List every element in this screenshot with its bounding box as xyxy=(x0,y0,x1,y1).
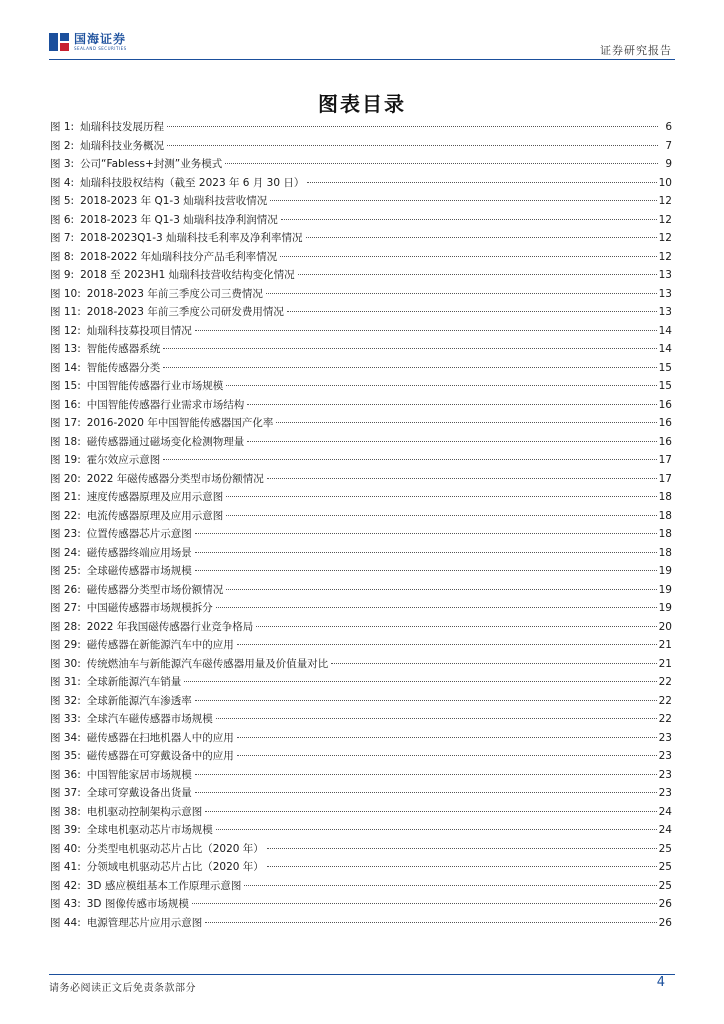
toc-entry[interactable] xyxy=(50,488,672,507)
toc-entry-label: 图 22: xyxy=(50,509,81,522)
toc-entry[interactable] xyxy=(50,470,672,489)
toc-entry[interactable] xyxy=(50,451,672,470)
toc-entry-label: 图 33: xyxy=(50,713,81,725)
company-logo xyxy=(49,33,127,51)
toc-entry-title: 磁传感器终端应用场景 xyxy=(86,546,192,559)
toc-entry-label: 图 34: xyxy=(50,731,81,744)
toc-entry-title: 分领域电机驱动芯片占比（2020 年） xyxy=(86,861,264,873)
toc-entry-label: 图 43: xyxy=(50,898,81,910)
toc-entry[interactable] xyxy=(50,303,672,322)
toc-entry-label: 图 15: xyxy=(50,380,81,392)
toc-entry[interactable] xyxy=(50,174,672,193)
toc-leader-dots xyxy=(225,163,658,164)
toc-entry[interactable] xyxy=(50,377,672,396)
toc-entry-label: 图 27: xyxy=(50,602,81,614)
toc-leader-dots xyxy=(331,663,656,664)
toc-entry-page: 13 xyxy=(658,269,672,281)
toc-entry-page: 15 xyxy=(658,361,672,374)
toc-leader-dots xyxy=(195,792,657,793)
toc-entry-page: 21 xyxy=(658,639,672,651)
toc-leader-dots xyxy=(237,737,657,738)
toc-entry[interactable] xyxy=(50,340,672,359)
toc-entry[interactable] xyxy=(50,877,672,896)
toc-entry[interactable] xyxy=(50,507,672,526)
toc-entry-page: 19 xyxy=(658,602,672,614)
toc-leader-dots xyxy=(195,570,657,571)
toc-leader-dots xyxy=(226,385,656,386)
toc-entry-title: 磁传感器通过磁场变化检测物理量 xyxy=(86,435,245,448)
toc-entry-label: 图 18: xyxy=(50,435,81,448)
toc-entry-title: 速度传感器原理及应用示意图 xyxy=(86,491,224,503)
toc-entry-label: 图 35: xyxy=(50,750,81,762)
toc-entry-page: 14 xyxy=(658,324,672,337)
toc-entry-page: 20 xyxy=(658,620,672,633)
toc-entry[interactable] xyxy=(50,562,672,581)
toc-entry-label: 图 37: xyxy=(50,787,81,799)
toc-entry-page: 17 xyxy=(658,472,672,485)
toc-entry-page: 9 xyxy=(665,158,672,170)
figure-toc-list xyxy=(50,118,672,932)
toc-leader-dots xyxy=(276,422,656,423)
toc-entry-label: 图 44: xyxy=(50,916,81,929)
toc-entry-title: 2022 年磁传感器分类型市场份额情况 xyxy=(86,472,264,485)
toc-entry[interactable] xyxy=(50,359,672,378)
toc-leader-dots xyxy=(216,829,657,830)
toc-entry-title: 2018-2023 年 Q1-3 灿瑞科技营收情况 xyxy=(80,195,268,207)
footer-divider xyxy=(49,974,675,975)
toc-leader-dots xyxy=(167,126,658,127)
toc-entry-title: 2018-2023 年 Q1-3 灿瑞科技净利润情况 xyxy=(80,213,278,226)
toc-entry-title: 全球可穿戴设备出货量 xyxy=(86,787,192,799)
toc-entry-label: 图 6: xyxy=(50,213,75,226)
toc-entry-label: 图 14: xyxy=(50,361,81,374)
toc-entry-page: 13 xyxy=(658,306,672,318)
toc-entry-page: 18 xyxy=(658,528,672,540)
toc-entry-title: 霍尔效应示意图 xyxy=(86,454,161,466)
toc-entry[interactable] xyxy=(50,655,672,674)
toc-leader-dots xyxy=(270,200,656,201)
toc-entry-title: 电机驱动控制架构示意图 xyxy=(86,805,203,818)
toc-leader-dots xyxy=(298,274,657,275)
toc-entry-label: 图 28: xyxy=(50,620,81,633)
toc-entry-page: 7 xyxy=(665,139,672,152)
toc-entry-page: 25 xyxy=(658,879,672,892)
toc-entry-label: 图 24: xyxy=(50,546,81,559)
toc-entry[interactable] xyxy=(50,525,672,544)
toc-entry-title: 传统燃油车与新能源汽车磁传感器用量及价值量对比 xyxy=(86,657,329,670)
toc-entry-title: 2016-2020 年中国智能传感器国产化率 xyxy=(86,417,274,429)
toc-entry[interactable] xyxy=(50,118,672,137)
toc-entry-label: 图 25: xyxy=(50,565,81,577)
toc-entry-title: 磁传感器在新能源汽车中的应用 xyxy=(86,639,234,651)
toc-leader-dots xyxy=(163,367,656,368)
toc-entry-label: 图 5: xyxy=(50,195,75,207)
toc-entry[interactable] xyxy=(50,322,672,341)
toc-entry-label: 图 38: xyxy=(50,805,81,818)
toc-entry[interactable] xyxy=(50,396,672,415)
toc-entry-label: 图 8: xyxy=(50,250,75,263)
toc-entry-page: 12 xyxy=(658,250,672,263)
toc-entry[interactable] xyxy=(50,229,672,248)
toc-entry-title: 全球磁传感器市场规模 xyxy=(86,565,192,577)
toc-entry-page: 17 xyxy=(658,454,672,466)
toc-entry-label: 图 42: xyxy=(50,879,81,892)
toc-entry[interactable] xyxy=(50,784,672,803)
toc-leader-dots xyxy=(205,811,656,812)
toc-entry-title: 灿瑞科技股权结构（截至 2023 年 6 月 30 日） xyxy=(80,176,305,189)
toc-leader-dots xyxy=(256,626,656,627)
toc-leader-dots xyxy=(226,515,656,516)
toc-leader-dots xyxy=(266,293,657,294)
toc-entry-label: 图 31: xyxy=(50,676,81,688)
toc-entry[interactable] xyxy=(50,729,672,748)
toc-entry-page: 16 xyxy=(658,417,672,429)
toc-entry-title: 磁传感器在扫地机器人中的应用 xyxy=(86,731,234,744)
toc-entry-label: 图 20: xyxy=(50,472,81,485)
toc-entry-page: 23 xyxy=(658,731,672,744)
toc-entry[interactable] xyxy=(50,803,672,822)
toc-entry[interactable] xyxy=(50,840,672,859)
footer-disclaimer: 请务必阅读正文后免责条款部分 xyxy=(49,983,196,994)
toc-leader-dots xyxy=(216,607,657,608)
toc-entry[interactable] xyxy=(50,137,672,156)
toc-entry[interactable] xyxy=(50,895,672,914)
toc-entry-page: 26 xyxy=(658,898,672,910)
toc-leader-dots xyxy=(281,219,657,220)
toc-entry-title: 全球汽车磁传感器市场规模 xyxy=(86,713,213,725)
toc-entry-title: 灿瑞科技发展历程 xyxy=(80,121,165,133)
toc-entry-page: 18 xyxy=(658,509,672,522)
toc-entry-page: 24 xyxy=(658,805,672,818)
toc-entry[interactable] xyxy=(50,692,672,711)
toc-leader-dots xyxy=(307,182,656,183)
toc-entry[interactable] xyxy=(50,414,672,433)
toc-entry-title: 中国智能传感器行业市场规模 xyxy=(86,380,224,392)
toc-leader-dots xyxy=(244,885,656,886)
toc-entry-label: 图 9: xyxy=(50,269,75,281)
toc-entry-title: 灿瑞科技募投项目情况 xyxy=(86,324,192,337)
toc-entry[interactable] xyxy=(50,192,672,211)
toc-entry-label: 图 13: xyxy=(50,343,81,355)
toc-entry-title: 中国智能家居市场规模 xyxy=(86,768,192,781)
toc-entry-page: 22 xyxy=(658,676,672,688)
toc-entry-title: 位置传感器芯片示意图 xyxy=(86,528,192,540)
toc-entry-title: 2018-2023Q1-3 灿瑞科技毛利率及净利率情况 xyxy=(80,232,303,244)
toc-entry-page: 18 xyxy=(658,546,672,559)
toc-entry-title: 智能传感器分类 xyxy=(86,361,161,374)
logo-mark-icon xyxy=(49,33,69,51)
toc-entry-page: 12 xyxy=(658,195,672,207)
toc-entry[interactable] xyxy=(50,211,672,230)
toc-entry-title: 公司“Fabless+封测”业务模式 xyxy=(80,158,223,170)
toc-entry-label: 图 12: xyxy=(50,324,81,337)
page-title: 图表目录 xyxy=(318,92,406,116)
toc-entry-label: 图 39: xyxy=(50,824,81,836)
toc-leader-dots xyxy=(280,256,656,257)
header-divider xyxy=(49,59,675,60)
toc-entry-title: 磁传感器分类型市场份额情况 xyxy=(86,583,224,596)
toc-entry-title: 分类型电机驱动芯片占比（2020 年） xyxy=(86,842,264,855)
toc-entry-title: 全球新能源汽车渗透率 xyxy=(86,694,192,707)
toc-entry-page: 19 xyxy=(658,565,672,577)
toc-entry[interactable] xyxy=(50,599,672,618)
toc-entry-label: 图 32: xyxy=(50,694,81,707)
toc-leader-dots xyxy=(195,533,657,534)
toc-leader-dots xyxy=(163,348,656,349)
toc-leader-dots xyxy=(237,755,657,756)
toc-entry-page: 19 xyxy=(658,583,672,596)
toc-entry-label: 图 29: xyxy=(50,639,81,651)
page-number: 4 xyxy=(656,975,665,990)
toc-entry-page: 12 xyxy=(658,232,672,244)
toc-entry[interactable] xyxy=(50,433,672,452)
toc-entry-title: 磁传感器在可穿戴设备中的应用 xyxy=(86,750,234,762)
toc-entry-page: 10 xyxy=(658,176,672,189)
toc-leader-dots xyxy=(267,478,657,479)
toc-entry-title: 3D 感应模组基本工作原理示意图 xyxy=(86,879,242,892)
toc-leader-dots xyxy=(247,404,656,405)
toc-leader-dots xyxy=(163,459,656,460)
toc-leader-dots xyxy=(247,441,656,442)
toc-entry[interactable] xyxy=(50,821,672,840)
toc-entry[interactable] xyxy=(50,914,672,933)
toc-leader-dots xyxy=(195,700,657,701)
toc-entry-page: 22 xyxy=(658,694,672,707)
toc-entry-page: 13 xyxy=(658,287,672,300)
toc-entry-page: 23 xyxy=(658,750,672,762)
toc-entry-page: 25 xyxy=(658,861,672,873)
toc-entry-label: 图 3: xyxy=(50,158,75,170)
toc-leader-dots xyxy=(167,145,658,146)
toc-entry[interactable] xyxy=(50,266,672,285)
toc-entry-title: 中国智能传感器行业需求市场结构 xyxy=(86,398,245,411)
toc-entry-page: 24 xyxy=(658,824,672,836)
toc-entry-page: 14 xyxy=(658,343,672,355)
toc-leader-dots xyxy=(205,922,656,923)
toc-entry-title: 2018-2023 年前三季度公司三费情况 xyxy=(86,287,263,300)
toc-entry-page: 25 xyxy=(658,842,672,855)
toc-entry-page: 21 xyxy=(658,657,672,670)
toc-entry-label: 图 4: xyxy=(50,176,75,189)
toc-leader-dots xyxy=(216,718,657,719)
toc-entry-label: 图 1: xyxy=(50,121,75,133)
toc-entry-title: 灿瑞科技业务概况 xyxy=(80,139,165,152)
toc-leader-dots xyxy=(195,774,657,775)
toc-entry-label: 图 17: xyxy=(50,417,81,429)
toc-entry-label: 图 40: xyxy=(50,842,81,855)
logo-name-cn: 国海证券 xyxy=(74,32,127,46)
toc-entry[interactable] xyxy=(50,618,672,637)
toc-entry-page: 22 xyxy=(658,713,672,725)
toc-entry-label: 图 23: xyxy=(50,528,81,540)
toc-leader-dots xyxy=(226,496,656,497)
toc-leader-dots xyxy=(306,237,657,238)
toc-leader-dots xyxy=(192,903,657,904)
toc-leader-dots xyxy=(267,866,657,867)
toc-entry-label: 图 2: xyxy=(50,139,75,152)
toc-entry-title: 2022 年我国磁传感器行业竞争格局 xyxy=(86,620,254,633)
report-type-label: 证券研究报告 xyxy=(600,44,672,57)
toc-leader-dots xyxy=(267,848,657,849)
toc-entry[interactable] xyxy=(50,766,672,785)
toc-entry[interactable] xyxy=(50,248,672,267)
toc-leader-dots xyxy=(226,589,656,590)
toc-entry-title: 智能传感器系统 xyxy=(86,343,161,355)
toc-entry-title: 2018-2023 年前三季度公司研发费用情况 xyxy=(86,306,284,318)
toc-entry[interactable] xyxy=(50,581,672,600)
toc-entry[interactable] xyxy=(50,636,672,655)
toc-entry-label: 图 19: xyxy=(50,454,81,466)
toc-entry-page: 18 xyxy=(658,491,672,503)
toc-entry-title: 全球电机驱动芯片市场规模 xyxy=(86,824,213,836)
toc-entry[interactable] xyxy=(50,747,672,766)
logo-name-en: SEALAND SECURITIES xyxy=(74,46,127,51)
toc-entry[interactable] xyxy=(50,710,672,729)
toc-entry[interactable] xyxy=(50,155,672,174)
toc-entry[interactable] xyxy=(50,544,672,563)
toc-leader-dots xyxy=(195,330,657,331)
toc-entry-label: 图 30: xyxy=(50,657,81,670)
toc-entry-title: 中国磁传感器市场规模拆分 xyxy=(86,602,213,614)
toc-entry-page: 12 xyxy=(658,213,672,226)
toc-entry[interactable] xyxy=(50,285,672,304)
toc-entry-label: 图 21: xyxy=(50,491,81,503)
toc-entry-page: 16 xyxy=(658,435,672,448)
toc-entry[interactable] xyxy=(50,858,672,877)
toc-entry-page: 15 xyxy=(658,380,672,392)
toc-entry-title: 2018-2022 年灿瑞科技分产品毛利率情况 xyxy=(80,250,278,263)
toc-entry-label: 图 26: xyxy=(50,583,81,596)
toc-entry-label: 图 7: xyxy=(50,232,75,244)
toc-entry-label: 图 10: xyxy=(50,287,81,300)
toc-entry-label: 图 16: xyxy=(50,398,81,411)
toc-entry-title: 全球新能源汽车销量 xyxy=(86,676,182,688)
toc-entry-page: 26 xyxy=(658,916,672,929)
toc-entry-title: 2018 至 2023H1 灿瑞科技营收结构变化情况 xyxy=(80,269,295,281)
toc-entry-page: 16 xyxy=(658,398,672,411)
toc-leader-dots xyxy=(184,681,656,682)
toc-leader-dots xyxy=(237,644,657,645)
toc-entry-label: 图 36: xyxy=(50,768,81,781)
toc-entry-title: 电源管理芯片应用示意图 xyxy=(86,916,203,929)
toc-leader-dots xyxy=(287,311,657,312)
toc-entry-label: 图 41: xyxy=(50,861,81,873)
toc-entry-page: 23 xyxy=(658,787,672,799)
toc-entry-page: 23 xyxy=(658,768,672,781)
toc-entry-page: 6 xyxy=(665,121,672,133)
toc-entry-title: 3D 图像传感市场规模 xyxy=(86,898,189,910)
toc-entry-label: 图 11: xyxy=(50,306,81,318)
toc-entry-title: 电流传感器原理及应用示意图 xyxy=(86,509,224,522)
page-header xyxy=(0,0,724,64)
toc-leader-dots xyxy=(195,552,657,553)
toc-entry[interactable] xyxy=(50,673,672,692)
